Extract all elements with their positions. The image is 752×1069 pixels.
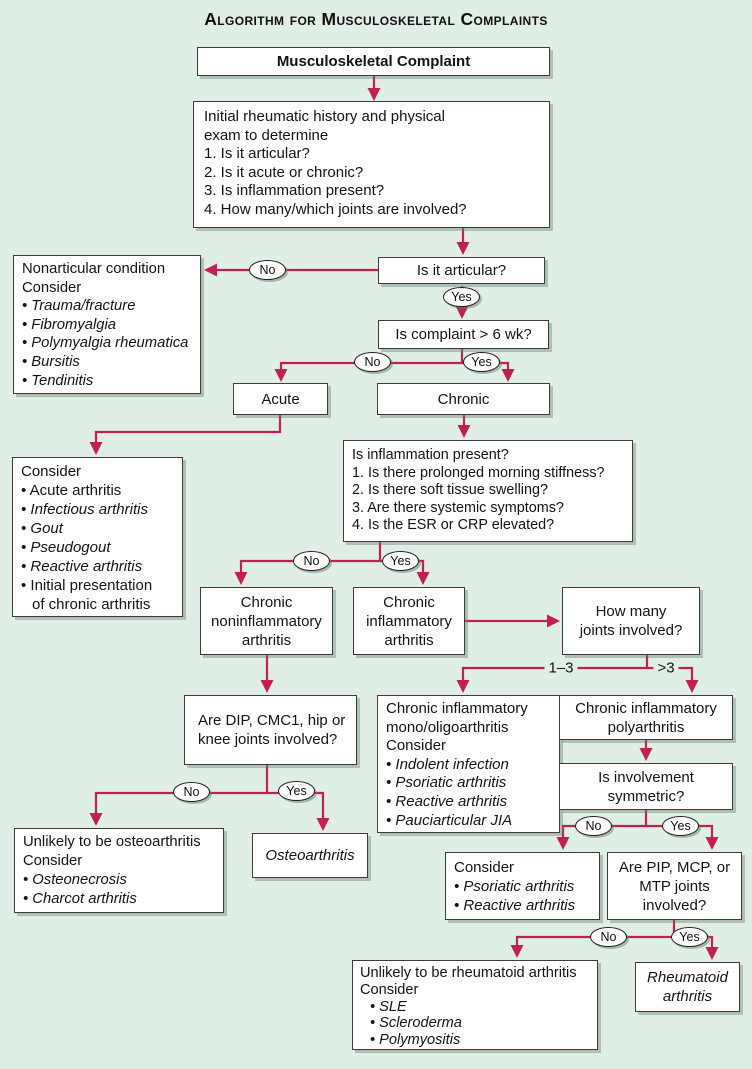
text-line: • Polymyositis [370,1032,461,1049]
text-line: Chronic inflammatory [575,699,717,717]
node-is-it-articular [378,257,545,284]
yes-label-oval: Yes [463,352,500,372]
text-line: Chronic [240,593,293,611]
node-is-inflammation-present [343,440,633,542]
text-line: • Indolent infection [386,755,509,773]
node-rheumatoid-arthritis [635,962,740,1012]
text-line: • Charcot arthritis [23,891,137,907]
text-line: Musculoskeletal Complaint [276,53,471,70]
text-line: • Scleroderma [370,1015,462,1032]
yes-label-oval: Yes [382,551,419,571]
text-line: • Gout [21,520,63,537]
text-line: Consider [22,279,82,296]
no-label-oval: No [590,927,627,947]
node-initial-history [193,101,550,228]
node-complaint-over-6wk [378,320,549,349]
text-line: • Osteonecrosis [23,872,127,888]
text-line: • Bursitis [22,353,80,370]
yes-label-oval: Yes [671,927,708,947]
text-line: Consider [360,981,419,998]
text-line: • Fibromyalgia [22,316,116,333]
text-line: • Psoriatic arthritis [454,877,575,895]
text-line: Acute [261,390,300,408]
text-line: • SLE [370,998,407,1015]
text-line: • Initial presentation [21,577,153,594]
node-chronic-noninflammatory-arthritis [200,587,333,655]
text-line: arthritis [384,631,434,649]
text-line: Chronic [383,593,435,611]
node-chronic-inflammatory-polyarthritis [559,695,733,740]
text-line: Are PIP, MCP, or [618,858,731,876]
text-line: noninflammatory [211,612,322,630]
node-acute [233,383,328,415]
node-acute-consider [12,457,183,617]
text-line: • Psoriatic arthritis [386,774,507,792]
text-line: Are DIP, CMC1, hip or [198,712,346,729]
text-line: 4. How many/which joints are involved? [204,200,467,218]
text-line: • Reactive arthritis [21,558,143,575]
text-line: • Acute arthritis [21,482,122,499]
text-line: Chronic inflammatory [386,700,528,717]
text-line: • Reactive arthritis [454,896,576,914]
text-line: Osteoarthritis [265,847,355,864]
node-consider-psoriatic-reactive [445,852,600,920]
text-line: Chronic [437,390,490,408]
text-line: • Pseudogout [21,539,111,556]
text-line: symmetric? [607,787,685,805]
figure-title: Algorithm for Musculoskeletal Complaints [204,9,548,29]
text-line: 2. Is it acute or chronic? [204,163,364,181]
text-line: • Reactive arthritis [386,792,508,810]
node-musculoskeletal-complaint [197,47,550,76]
text-line: 3. Is inflammation present? [204,182,385,200]
text-line: of chronic arthritis [32,596,151,613]
node-how-many-joints [562,587,700,655]
text-line: Consider [23,853,83,869]
text-line: Unlikely to be rheumatoid arthritis [360,965,577,981]
node-chronic-inflammatory-arthritis [353,587,465,655]
node-dip-cmc1-question [184,695,357,765]
text-line: mono/oligoarthritis [386,718,509,736]
text-line: Rheumatoid [647,969,728,986]
text-line: Unlikely to be osteoarthritis [23,834,201,850]
node-unlikely-osteoarthritis [14,828,224,913]
text-line: arthritis [662,988,713,1005]
no-label-oval: No [249,260,286,280]
text-line: • Pauciarticular JIA [386,811,513,829]
no-label-oval: No [293,551,330,571]
text-line: How many [595,603,667,620]
text-line: MTP joints [639,877,710,895]
text-line: Initial rheumatic history and physical [204,108,445,125]
no-label-oval: No [575,816,612,836]
text-line: Is it articular? [416,262,507,279]
text-line: inflammatory [366,612,452,630]
branch-label-1-3: 1–3 [544,660,577,677]
yes-label-oval: Yes [278,781,315,801]
text-line: 4. Is the ESR or CRP elevated? [352,517,555,534]
text-line: 3. Are there systemic symptoms? [352,499,564,516]
yes-label-oval: Yes [662,816,699,836]
text-line: • Tendinitis [22,372,94,389]
text-line: exam to determine [204,126,329,144]
text-line: Consider [454,858,515,876]
text-line: 1. Is there prolonged morning stiffness? [352,464,605,481]
branch-label-gt3: >3 [653,660,678,677]
node-chronic [377,383,550,415]
no-label-oval: No [173,782,210,802]
text-line: polyarthritis [607,718,685,736]
yes-label-oval: Yes [443,287,480,307]
text-line: Consider [21,463,82,480]
node-osteoarthritis [252,833,368,878]
node-is-involvement-symmetric [559,763,733,810]
text-line: • Infectious arthritis [21,501,148,518]
text-line: • Polymyalgia rheumatica [22,335,189,352]
no-label-oval: No [354,352,391,372]
text-line: Is complaint > 6 wk? [395,326,532,343]
node-nonarticular-condition [13,255,201,394]
text-line: joints involved? [579,622,683,639]
text-line: Is inflammation present? [352,447,509,463]
text-line: involved? [642,896,707,914]
text-line: Nonarticular condition [22,261,166,277]
node-mono-oligoarthritis [377,695,560,833]
text-line: 2. Is there soft tissue swelling? [352,482,548,499]
text-line: Is involvement [598,768,694,786]
text-line: Consider [386,737,447,755]
text-line: • Trauma/fracture [22,298,136,315]
node-pip-mcp-mtp-question [607,852,742,920]
text-line: 1. Is it articular? [204,145,310,163]
node-unlikely-rheumatoid [352,960,598,1050]
text-line: arthritis [241,631,292,649]
text-line: knee joints involved? [198,731,338,748]
